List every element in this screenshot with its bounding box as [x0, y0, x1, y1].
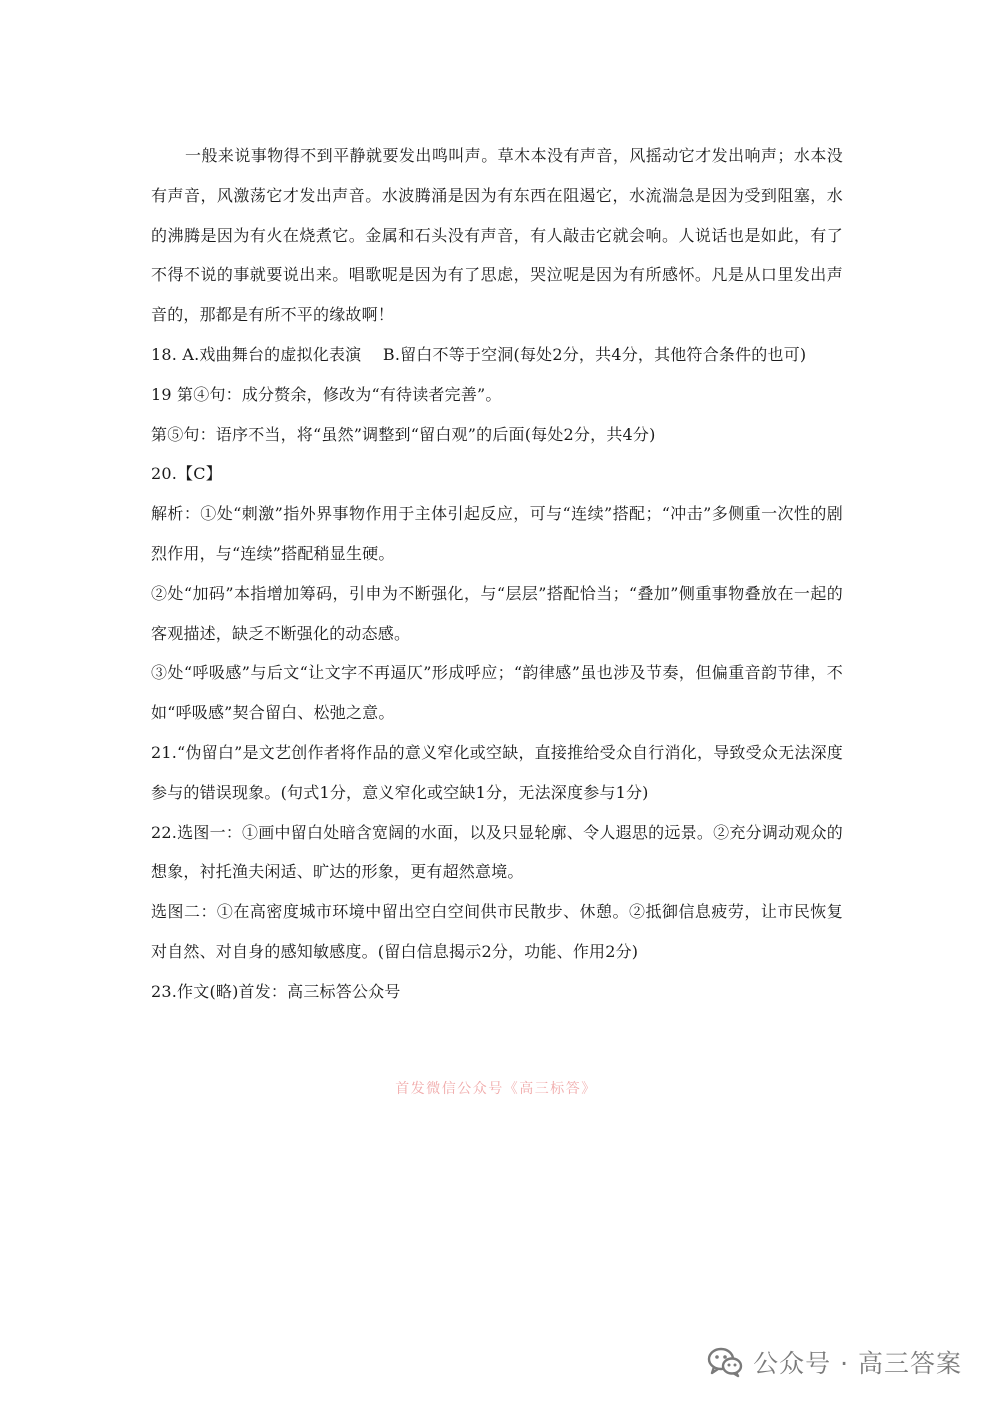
answer-21: 21.“伪留白”是文艺创作者将作品的意义窄化或空缺，直接推给受众自行消化，导致受众无法深度参与的错误现象。(句式1分，意义窄化或空缺1分，无法深度参与1分) [151, 742, 843, 802]
answer-19-sentence-5: 第⑤句：语序不当，将“虽然”调整到“留白观”的后面(每处2分，共4分) [151, 424, 656, 444]
answer-23: 23.作文(略)首发：高三标答公众号 [151, 981, 401, 1001]
watermark-text: 首发微信公众号《高三标答》 [395, 1081, 597, 1097]
footer-text: 公众号 · 高三答案 [753, 1349, 962, 1378]
answer-20-analysis-2: ②处“加码”本指增加筹码，引申为不断强化，与“层层”搭配恰当；“叠加”侧重事物叠放在一起的客观描述，缺乏不断强化的动态感。 [151, 583, 843, 643]
answer-content [151, 136, 843, 1012]
answer-22-option-1: 22.选图一：①画中留白处暗含宽阔的水面，以及只显轮廓、令人遐思的远景。②充分调动观众的想象，衬托渔夫闲适、旷达的形象，更有超然意境。 [151, 822, 843, 882]
answer-20: 20.【C】 [151, 464, 222, 484]
translation-paragraph: 一般来说事物得不到平静就要发出鸣叫声。草木本没有声音，风摇动它才发出响声；水本没有声音，风激荡它才发出声音。水波腾涌是因为有东西在阻遏它，水流湍急是因为受到阻塞，水的沸腾是因为有火在烧煮它。金属和石头没有声音，有人敲击它就会响。人说话也是如此，有了不得不说的事就要说出来。唱歌呢是因为有了思虑，哭泣呢是因为有所感怀。凡是从口里发出声音的，那都是有所不平的缘故啊！ [151, 146, 843, 325]
answer-18: 18. A.戏曲舞台的虚拟化表演 B.留白不等于空洞(每处2分，共4分，其他符合条件的也可) [151, 344, 807, 364]
wechat-icon [707, 1346, 743, 1378]
answer-20-analysis-1: 解析：①处“刺激”指外界事物作用于主体引起反应，可与“连续”搭配；“冲击”多侧重一次性的剧烈作用，与“连续”搭配稍显生硬。 [151, 504, 843, 563]
answer-19-sentence-4: 19 第④句：成分赘余，修改为“有待读者完善”。 [151, 384, 502, 404]
footer-brand [707, 1340, 962, 1384]
answer-20-analysis-3: ③处“呼吸感”与后文“让文字不再逼仄”形成呼应；“韵律感”虽也涉及节奏，但偏重音韵节律，不如“呼吸感”契合留白、松弛之意。 [151, 663, 843, 723]
answer-22-option-2: 选图二：①在高密度城市环境中留出空白空间供市民散步、休憩。②抵御信息疲劳，让市民恢复对自然、对自身的感知敏感度。(留白信息揭示2分，功能、作用2分) [151, 902, 843, 961]
